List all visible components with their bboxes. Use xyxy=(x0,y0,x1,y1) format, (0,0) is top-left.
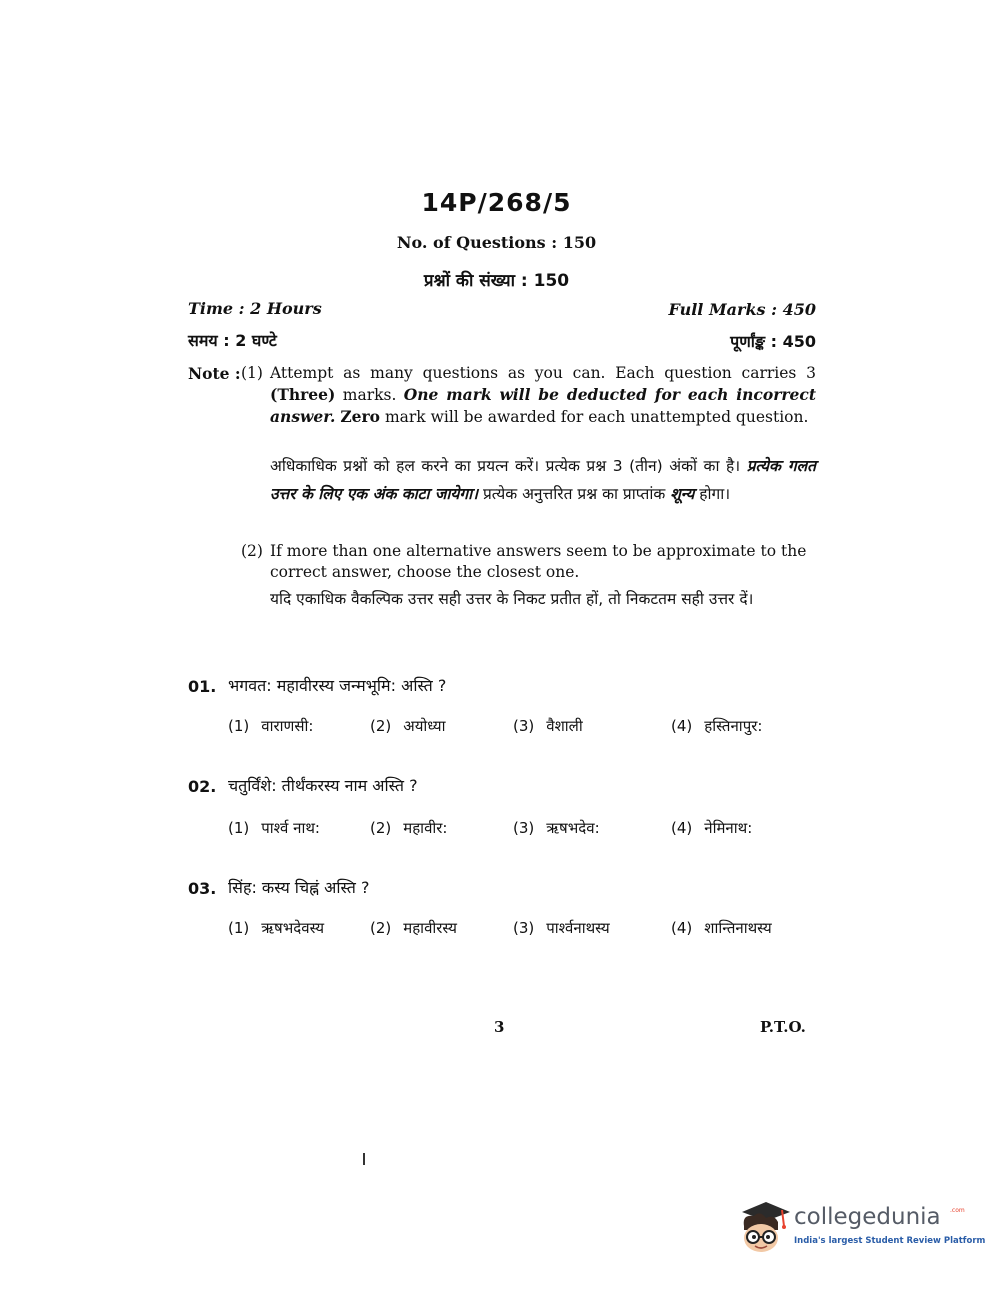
note-1-hi-zero: शून्य xyxy=(670,485,695,503)
question-1-text: भगवत: महावीरस्य जन्मभूमि: अस्ति ? xyxy=(228,676,447,695)
option-number: (2) xyxy=(370,819,392,837)
note-1-hi-deduction: प्रत्येक गलत उत्तर के लिए एक अंक काटा जायेगा। xyxy=(270,457,817,503)
note-1-en-text-b: marks. xyxy=(342,386,397,404)
logo-dotcom: .com xyxy=(950,1207,965,1214)
option-number: (4) xyxy=(671,919,693,937)
page-number: 3 xyxy=(494,1018,505,1036)
note-2-hindi: यदि एकाधिक वैकल्पिक उत्तर सही उत्तर के निकट प्रतीत हों, तो निकटतम सही उत्तर दें। xyxy=(270,590,754,608)
logo-tagline: India's largest Student Review Platform xyxy=(794,1236,986,1246)
question-2-option-4 xyxy=(671,818,752,838)
paper-code: 14P/268/5 xyxy=(421,188,572,217)
option-text: नेमिनाथ: xyxy=(704,819,753,837)
option-number: (1) xyxy=(228,819,250,837)
option-number: (3) xyxy=(513,919,535,937)
question-3-number: 03. xyxy=(188,879,217,898)
note-1-en-zero: Zero xyxy=(340,407,381,426)
stray-mark xyxy=(363,1153,365,1165)
option-number: (3) xyxy=(513,819,535,837)
question-2-option-2 xyxy=(370,818,447,838)
question-1-option-1 xyxy=(228,716,313,736)
number-of-questions-hi: प्रश्नों की संख्या : 150 xyxy=(423,271,570,291)
question-3-option-1 xyxy=(228,918,324,938)
question-3-text: सिंह: कस्य चिह्नं अस्ति ? xyxy=(228,878,370,897)
option-text: शान्तिनाथस्य xyxy=(704,919,772,937)
option-text: वाराणसी: xyxy=(261,717,314,735)
question-2-option-3 xyxy=(513,818,600,838)
option-text: ऋषभदेव: xyxy=(546,819,600,837)
note-1-number: (1) xyxy=(241,364,263,382)
option-text: हस्तिनापुर: xyxy=(704,717,763,735)
option-number: (3) xyxy=(513,717,535,735)
full-marks-hi: पूर्णांङ्क : 450 xyxy=(730,332,816,351)
option-text: महावीर: xyxy=(403,819,448,837)
note-1-english xyxy=(270,363,816,428)
note-1-hi-text-a: अधिकाधिक प्रश्नों को हल करने का प्रयत्न करें। प्रत्येक प्रश्न 3 (तीन) अंकों का है। xyxy=(270,457,741,475)
note-1-en-text-a: Attempt as many questions as you can. Each question carries 3 xyxy=(270,364,816,382)
question-3-option-4 xyxy=(671,918,772,938)
question-1-option-2 xyxy=(370,716,446,736)
question-3-option-2 xyxy=(370,918,457,938)
time-hi: समय : 2 घण्टे xyxy=(188,331,277,350)
note-2-number: (2) xyxy=(241,542,263,560)
option-text: अयोध्या xyxy=(403,717,446,735)
option-text: पार्श्वनाथस्य xyxy=(546,919,610,937)
question-1-option-3 xyxy=(513,716,583,736)
note-label: Note : xyxy=(188,364,241,383)
option-number: (1) xyxy=(228,919,250,937)
question-2-number: 02. xyxy=(188,777,217,796)
time-en: Time : 2 Hours xyxy=(188,299,322,318)
option-text: ऋषभदेवस्य xyxy=(261,919,325,937)
pto-label: P.T.O. xyxy=(760,1018,806,1036)
option-number: (2) xyxy=(370,919,392,937)
option-text: महावीरस्य xyxy=(403,919,457,937)
option-text: वैशाली xyxy=(546,717,583,735)
question-2-text: चतुर्विंशे: तीर्थंकरस्य नाम अस्ति ? xyxy=(228,776,418,795)
option-number: (4) xyxy=(671,819,693,837)
option-number: (1) xyxy=(228,717,250,735)
question-2-option-1 xyxy=(228,818,320,838)
full-marks-en: Full Marks : 450 xyxy=(668,300,816,319)
option-number: (4) xyxy=(671,717,693,735)
note-1-hi-text-b: प्रत्येक अनुत्तरित प्रश्न का प्राप्तांक xyxy=(482,485,666,503)
option-text: पार्श्व नाथ: xyxy=(261,819,320,837)
question-1-option-4 xyxy=(671,716,762,736)
number-of-questions-en: No. of Questions : 150 xyxy=(396,233,597,252)
option-number: (2) xyxy=(370,717,392,735)
logo-wordmark: collegedunia xyxy=(794,1204,941,1230)
collegedunia-logo[interactable] xyxy=(736,1196,986,1268)
note-1-en-text-c: mark will be awarded for each unattempted question. xyxy=(384,408,809,426)
graduate-mascot-icon xyxy=(736,1196,792,1256)
question-1-number: 01. xyxy=(188,677,217,696)
note-2-english: If more than one alternative answers seem to be approximate to the correct answer, choose the closest one. xyxy=(270,542,807,581)
note-1-en-deduction: One mark will be deducted for each incorrect answer. xyxy=(270,385,817,426)
note-1-hindi xyxy=(270,452,816,508)
note-1-en-three: (Three) xyxy=(270,385,336,404)
note-1-hi-text-c: होगा। xyxy=(699,485,731,503)
question-3-option-3 xyxy=(513,918,610,938)
